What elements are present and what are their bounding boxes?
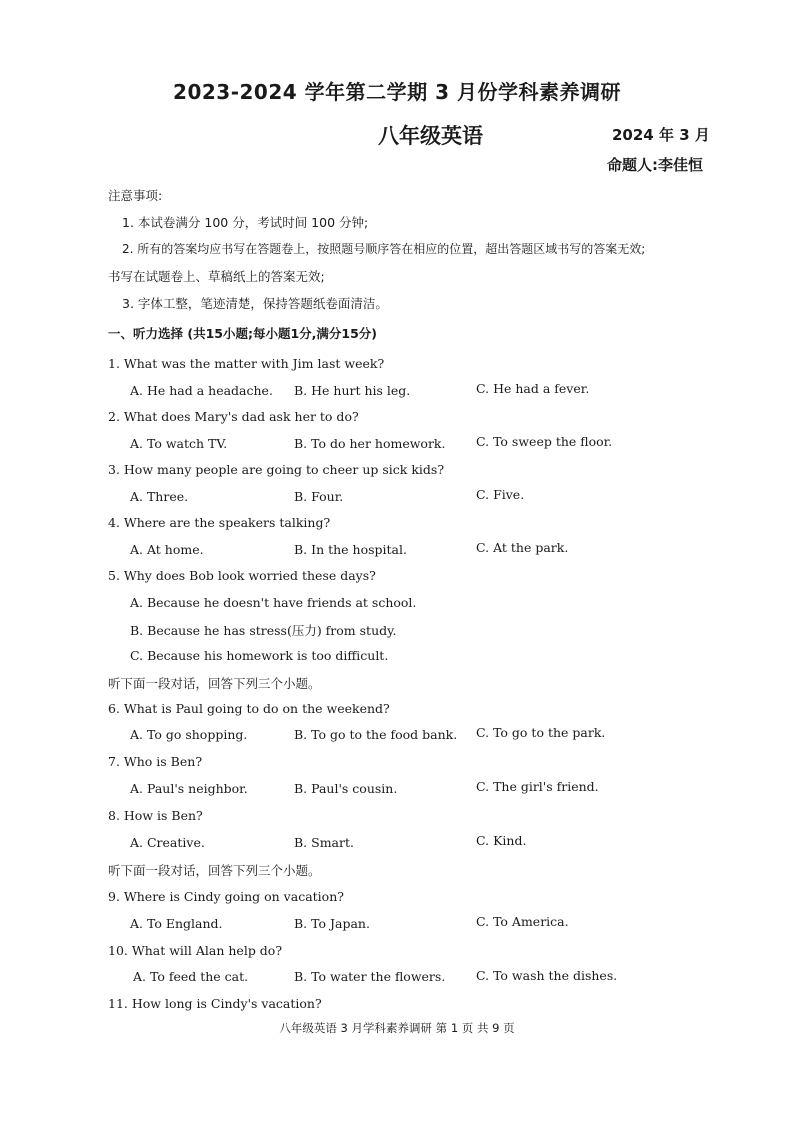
notes-heading: 注意事项: bbox=[108, 188, 163, 203]
option-c: C. To sweep the floor. bbox=[476, 434, 613, 449]
subject-title: 八年级英语 bbox=[378, 124, 483, 148]
option-b: B. Smart. bbox=[294, 835, 354, 850]
option-c: C. At the park. bbox=[476, 540, 569, 555]
option-a: A. Paul's neighbor. bbox=[130, 781, 248, 796]
notes-item: 书写在试题卷上、草稿纸上的答案无效; bbox=[108, 269, 325, 284]
option-a: A. To England. bbox=[130, 916, 223, 931]
option-a: A. Because he doesn't have friends at school. bbox=[130, 595, 417, 610]
option-a: A. To watch TV. bbox=[130, 436, 228, 451]
notes-item: 2. 所有的答案均应书写在答题卷上，按照题号顺序答在相应的位置，超出答题区域书写的答案无效; bbox=[122, 242, 646, 256]
question-text: 7. Who is Ben? bbox=[108, 754, 203, 769]
instruction-text: 听下面一段对话，回答下列三个小题。 bbox=[108, 676, 321, 691]
exam-title: 2023-2024 学年第二学期 3 月份学科素养调研 bbox=[173, 80, 621, 104]
option-a: A. He had a headache. bbox=[130, 383, 273, 398]
question-text: 8. How is Ben? bbox=[108, 808, 203, 823]
question-text: 5. Why does Bob look worried these days? bbox=[108, 568, 376, 583]
question-text: 10. What will Alan help do? bbox=[108, 943, 283, 958]
option-a: A. Three. bbox=[130, 489, 189, 504]
option-c: C. Kind. bbox=[476, 833, 527, 848]
option-c: C. To go to the park. bbox=[476, 725, 606, 740]
question-text: 11. How long is Cindy's vacation? bbox=[108, 996, 322, 1011]
option-b: B. In the hospital. bbox=[294, 542, 407, 557]
question-text: 1. What was the matter with Jim last week? bbox=[108, 356, 385, 371]
question-text: 4. Where are the speakers talking? bbox=[108, 515, 331, 530]
question-text: 2. What does Mary's dad ask her to do? bbox=[108, 409, 359, 424]
option-b: B. To do her homework. bbox=[294, 436, 446, 451]
exam-date: 2024 年 3 月 bbox=[612, 126, 710, 144]
question-text: 9. Where is Cindy going on vacation? bbox=[108, 889, 344, 904]
page-footer: 八年级英语 3 月学科素养调研 第 1 页 共 9 页 bbox=[279, 1021, 515, 1035]
option-c: C. Five. bbox=[476, 487, 525, 502]
option-a: A. To feed the cat. bbox=[133, 969, 249, 984]
section-heading: 一、听力选择 (共15小题;每小题1分,满分15分) bbox=[108, 326, 378, 341]
option-b: B. He hurt his leg. bbox=[294, 383, 411, 398]
option-b: B. Paul's cousin. bbox=[294, 781, 398, 796]
option-b: B. To Japan. bbox=[294, 916, 370, 931]
instruction-text: 听下面一段对话，回答下列三个小题。 bbox=[108, 863, 321, 878]
option-b: B. To go to the food bank. bbox=[294, 727, 458, 742]
exam-author: 命题人:李佳恒 bbox=[607, 156, 703, 174]
option-b: B. Because he has stress(压力) from study. bbox=[130, 623, 397, 638]
option-a: A. Creative. bbox=[130, 835, 205, 850]
option-a: A. To go shopping. bbox=[130, 727, 248, 742]
notes-item: 3. 字体工整，笔迹清楚，保持答题纸卷面清洁。 bbox=[122, 296, 388, 311]
notes-item: 1. 本试卷满分 100 分，考试时间 100 分钟; bbox=[122, 215, 369, 230]
option-c: C. To wash the dishes. bbox=[476, 968, 618, 983]
question-text: 3. How many people are going to cheer up sick kids? bbox=[108, 462, 445, 477]
option-c: C. The girl's friend. bbox=[476, 779, 599, 794]
option-b: B. To water the flowers. bbox=[294, 969, 446, 984]
option-c: C. To America. bbox=[476, 914, 569, 929]
question-text: 6. What is Paul going to do on the weekend? bbox=[108, 701, 390, 716]
option-c: C. Because his homework is too difficult. bbox=[130, 648, 389, 663]
option-a: A. At home. bbox=[130, 542, 204, 557]
option-b: B. Four. bbox=[294, 489, 344, 504]
option-c: C. He had a fever. bbox=[476, 381, 590, 396]
